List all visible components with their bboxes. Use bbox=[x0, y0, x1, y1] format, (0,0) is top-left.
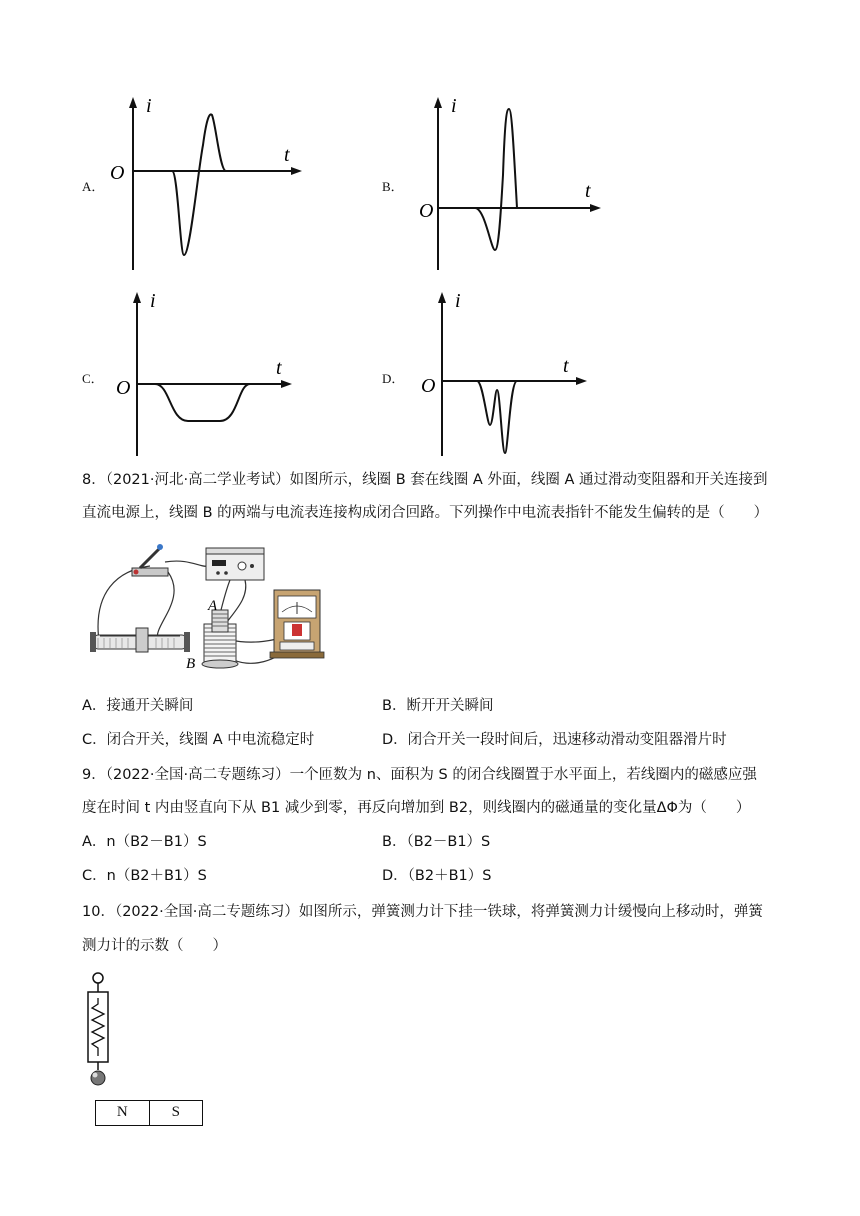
bar-magnet bbox=[95, 1100, 203, 1126]
coil-a-label: A bbox=[208, 598, 218, 614]
q9-option-d: D．（B2＋B1）S bbox=[382, 868, 492, 884]
coil-b-label: B bbox=[186, 656, 196, 672]
option-c-label: C． bbox=[82, 371, 104, 386]
option-d-label: D． bbox=[382, 371, 405, 386]
graph-a-origin-label: O bbox=[110, 162, 125, 184]
graph-a-curve bbox=[133, 114, 226, 255]
graph-d-i-label: i bbox=[455, 290, 461, 312]
graph-b-origin-label: O bbox=[419, 200, 434, 222]
graph-a bbox=[100, 95, 310, 275]
q8-option-d: D．闭合开关一段时间后，迅速移动滑动变阻器滑片时 bbox=[382, 732, 727, 748]
coil-icon bbox=[202, 610, 238, 668]
magnet-n-pole: N bbox=[96, 1101, 150, 1125]
q9-option-c: C．n（B2＋B1）S bbox=[82, 868, 207, 884]
graph-c-curve bbox=[137, 384, 250, 421]
power-supply-icon bbox=[206, 548, 264, 580]
graph-d bbox=[405, 290, 615, 460]
graph-a-i-label: i bbox=[146, 95, 152, 117]
q10-stem-line2: 测力计的示数（ ） bbox=[82, 938, 227, 954]
q8-option-c: C．闭合开关，线圈 A 中电流稳定时 bbox=[82, 732, 315, 748]
graph-d-t-label: t bbox=[563, 355, 569, 377]
graph-d-origin-label: O bbox=[421, 375, 436, 397]
graph-b bbox=[405, 95, 615, 275]
q9-option-a: A．n（B2－B1）S bbox=[82, 834, 207, 850]
q9-option-b: B．（B2－B1）S bbox=[382, 834, 491, 850]
q8-stem-line2: 直流电源上，线圈 B 的两端与电流表连接构成闭合回路。下列操作中电流表指针不能发生偏转的是（ ） bbox=[82, 505, 769, 521]
q8-option-a: A．接通开关瞬间 bbox=[82, 698, 194, 714]
graph-b-curve bbox=[438, 109, 530, 250]
graph-c-origin-label: O bbox=[116, 377, 131, 399]
q8-circuit-figure bbox=[80, 540, 330, 675]
option-b-label: B． bbox=[382, 179, 404, 194]
q9-stem-line1: 9．（2022·全国·高二专题练习）一个匝数为 n、面积为 S 的闭合线圈置于水平面上，若线圈内的磁感应强 bbox=[82, 767, 757, 783]
rheostat-icon bbox=[90, 628, 190, 652]
option-a-label: A． bbox=[82, 179, 105, 194]
magnet-s-pole: S bbox=[171, 1104, 180, 1120]
graph-c-t-label: t bbox=[276, 357, 282, 379]
q8-stem-line1: 8．（2021·河北·高二学业考试）如图所示，线圈 B 套在线圈 A 外面，线圈 A 通过滑动变阻器和开关连接到 bbox=[82, 472, 768, 488]
graph-b-t-label: t bbox=[585, 180, 591, 202]
q8-option-b: B．断开开关瞬间 bbox=[382, 698, 494, 714]
iron-ball-icon bbox=[91, 1071, 105, 1085]
hook-ring-icon bbox=[93, 973, 103, 983]
spring-scale-figure bbox=[80, 970, 120, 1090]
galvanometer-icon bbox=[270, 590, 324, 658]
graph-c-i-label: i bbox=[150, 290, 156, 312]
graph-a-t-label: t bbox=[284, 144, 290, 166]
switch-icon bbox=[132, 544, 168, 576]
graph-b-i-label: i bbox=[451, 95, 457, 117]
q9-stem-line2: 度在时间 t 内由竖直向下从 B1 减少到零，再反向增加到 B2，则线圈内的磁通量的变化量ΔΦ为（ ） bbox=[82, 800, 751, 816]
graph-c bbox=[100, 290, 310, 460]
q10-stem-line1: 10．（2022·全国·高二专题练习）如图所示，弹簧测力计下挂一铁球，将弹簧测力计缓慢向上移动时，弹簧 bbox=[82, 904, 763, 920]
graph-d-curve bbox=[442, 381, 517, 453]
